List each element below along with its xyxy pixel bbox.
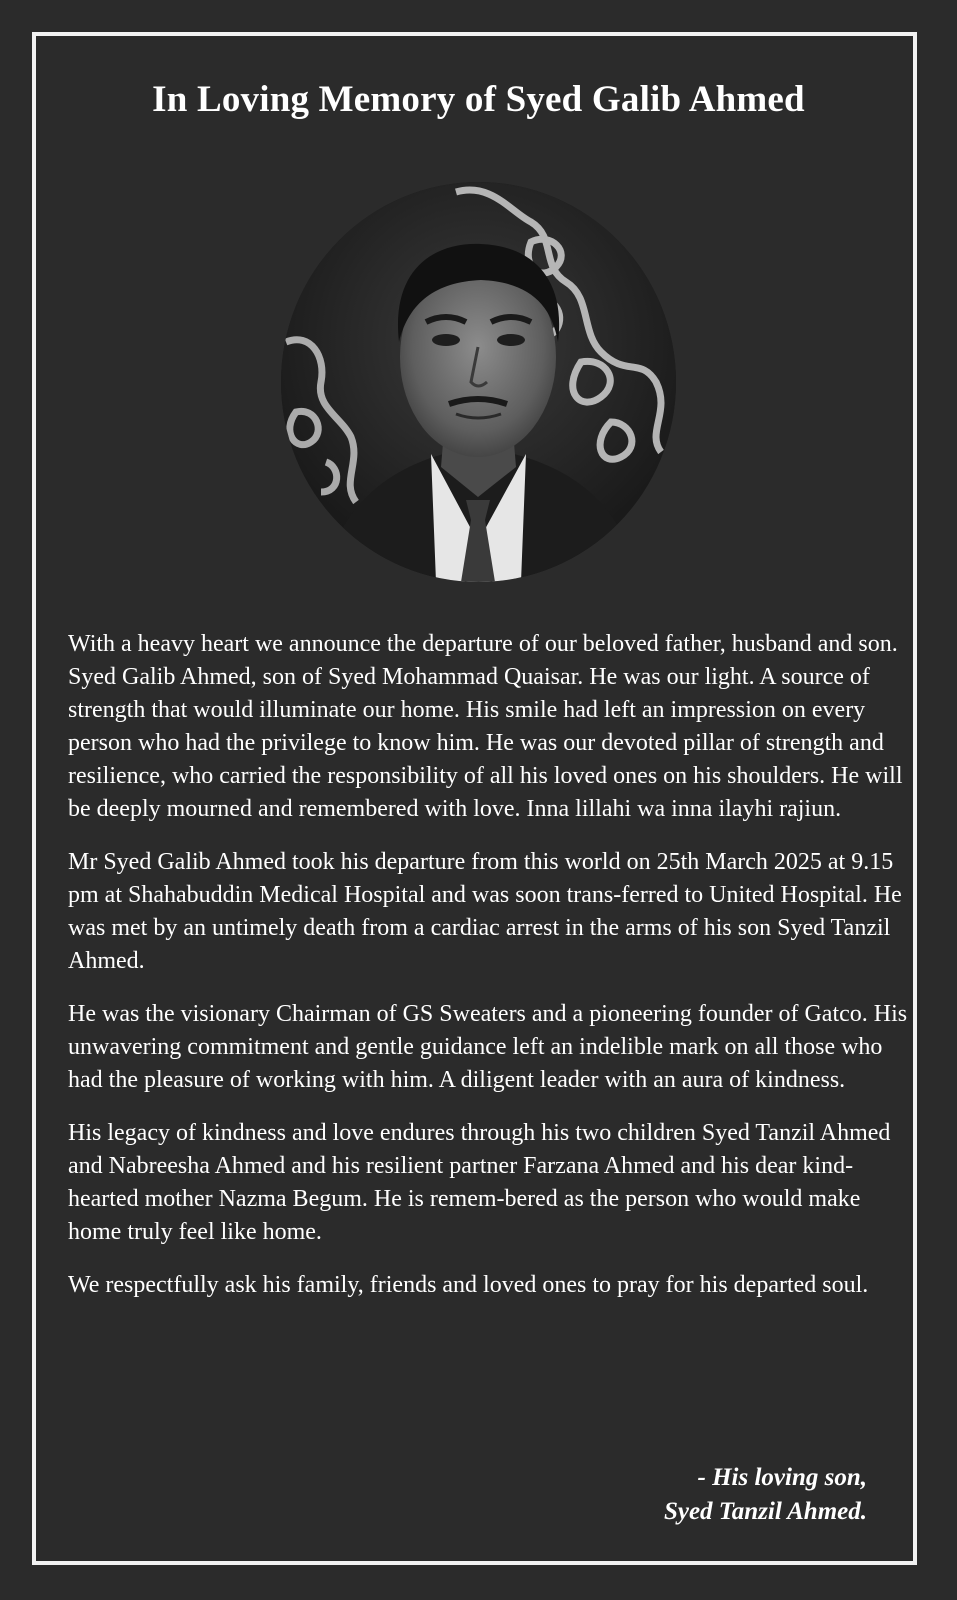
notice-title: In Loving Memory of Syed Galib Ahmed — [152, 79, 805, 120]
paragraph-legacy: His legacy of kindness and love endures through his two children Syed Tanzil Ahmed and Nabreesha Ahmed and his resilient partner Farzana Ahmed and his dear kind-hearted mother Nazma Begum. He is remem-bered as the person who would make home truly feel like home. — [68, 1120, 891, 1245]
paragraph-prayer-request: We respectfully ask his family, friends and loved ones to pray for his departed soul. — [68, 1272, 869, 1298]
notice-body — [68, 628, 908, 1322]
paragraph-career: He was the visionary Chairman of GS Sweaters and a pioneering founder of Gatco. His unwavering commitment and gentle guidance left an indelible mark on all those who had the pleasure of working with him. A diligent leader with an aura of kindness. — [68, 1001, 908, 1093]
signature — [664, 1461, 867, 1529]
memorial-portrait-photo — [281, 182, 676, 582]
signature-line-name: Syed Tanzil Ahmed. — [663, 1498, 867, 1525]
signature-line-relation: - His loving son, — [697, 1464, 867, 1491]
paragraph-departure-details: Mr Syed Galib Ahmed took his departure from this world on 25th March 2025 at 9.15 pm at Shahabuddin Medical Hospital and was soon trans-ferred to United Hospital. He was met by an untimely death from a cardiac arrest in the arms of his son Syed Tanzil Ahmed. — [68, 849, 902, 974]
portrait-illustration — [281, 182, 676, 582]
paragraph-announcement: With a heavy heart we announce the departure of our beloved father, husband and son. Syed Galib Ahmed, son of Syed Mohammad Quaisar. He was our light. A source of strength that would illuminate our home. His smile had left an impression on every person who had the privilege to know him. He was our devoted pillar of strength and resilience, who carried the responsibility of all his loved ones on his shoulders. He will be deeply mourned and remembered with love. Inna lillahi wa inna ilayhi rajiun. — [68, 631, 903, 822]
